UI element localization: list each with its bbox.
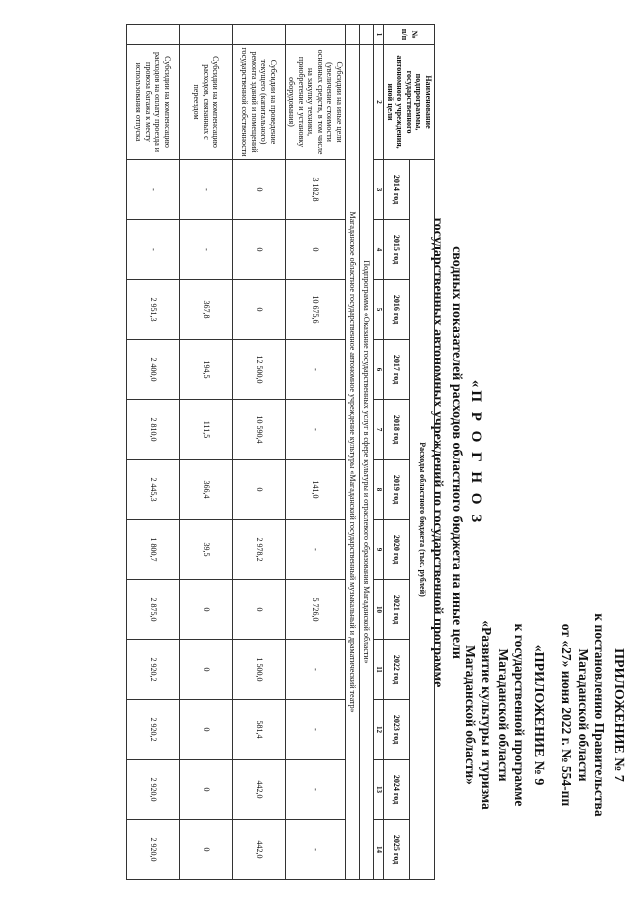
value-cell: - xyxy=(286,400,346,460)
approval-line: Магаданской области» xyxy=(463,645,478,785)
subprogram-row xyxy=(360,25,374,880)
approval-stamp xyxy=(462,565,627,865)
value-cell: - xyxy=(286,340,346,400)
column-number: 7 xyxy=(374,400,385,460)
institution-row xyxy=(346,25,360,880)
table-row xyxy=(286,25,346,880)
value-cell: 111,5 xyxy=(180,400,233,460)
value-cell: - xyxy=(286,820,346,880)
table-row xyxy=(233,25,286,880)
value-cell: - xyxy=(127,220,180,280)
year-header: 2015 год xyxy=(384,220,409,280)
value-cell: 2 875,0 xyxy=(127,580,180,640)
value-cell: 442,0 xyxy=(233,820,286,880)
column-number: 14 xyxy=(374,820,385,880)
approval-line: «Развитие культуры и туризма xyxy=(479,620,495,810)
value-cell: 194,5 xyxy=(180,340,233,400)
value-cell: 2 920,2 xyxy=(127,640,180,700)
column-number: 8 xyxy=(374,460,385,520)
value-cell: 5 726,0 xyxy=(286,580,346,640)
year-header: 2020 год xyxy=(384,520,409,580)
row-name: Субсидии на проведение текущего (капитального) ремонта зданий и помещений государственной собственности xyxy=(233,45,286,160)
document-heading xyxy=(429,40,484,865)
header-name: Наименование подпрограммы, государственного автономного учреждения, иной цели xyxy=(384,45,435,160)
value-cell: 2 445,3 xyxy=(127,460,180,520)
value-cell: 39,5 xyxy=(180,520,233,580)
value-cell: - xyxy=(286,640,346,700)
value-cell: 2 920,2 xyxy=(127,700,180,760)
value-cell: 10 675,6 xyxy=(286,280,346,340)
value-cell: 1 500,0 xyxy=(233,640,286,700)
subprogram-title: Подпрограмма «Оказание государственных услуг в сфере культуры и отраслевого образования Магаданской области» xyxy=(360,45,374,880)
institution-title: Магаданское областное государственное автономное учреждение культуры «Магаданский государственный музыкальный и драматический театр» xyxy=(346,45,360,880)
column-number: 9 xyxy=(374,520,385,580)
header-num: № п/п xyxy=(384,25,435,45)
value-cell: 2 951,3 xyxy=(127,280,180,340)
year-header: 2018 год xyxy=(384,400,409,460)
column-number: 13 xyxy=(374,760,385,820)
year-header: 2024 год xyxy=(384,760,409,820)
value-cell: 0 xyxy=(233,220,286,280)
value-cell: 12 500,0 xyxy=(233,340,286,400)
value-cell: 0 xyxy=(233,580,286,640)
table-row xyxy=(180,25,233,880)
value-cell: 0 xyxy=(180,700,233,760)
value-cell: 2 920,0 xyxy=(127,820,180,880)
row-name: Субсидии на компенсацию расходов, связанных с переездом xyxy=(180,45,233,160)
value-cell: 2 400,0 xyxy=(127,340,180,400)
value-cell: 10 590,4 xyxy=(233,400,286,460)
value-cell: 0 xyxy=(180,580,233,640)
value-cell: 0 xyxy=(180,640,233,700)
column-number: 12 xyxy=(374,700,385,760)
approval-line: к государственной программе xyxy=(512,623,528,807)
year-header: 2022 год xyxy=(384,640,409,700)
approval-line: ПРИЛОЖЕНИЕ № 7 xyxy=(611,648,626,782)
value-cell: 367,8 xyxy=(180,280,233,340)
column-number: 10 xyxy=(374,580,385,640)
year-header: 2023 год xyxy=(384,700,409,760)
document-subtitle-1: сводных показателей расходов областного бюджета на иные цели xyxy=(449,246,464,659)
column-number: 11 xyxy=(374,640,385,700)
row-name: Субсидии на компенсацию расходов на оплату проезда и провоза багажа к месту использования отпуска xyxy=(127,45,180,160)
value-cell: - xyxy=(286,700,346,760)
value-cell: 0 xyxy=(233,160,286,220)
document-title: «П Р О Г Н О З xyxy=(468,379,484,526)
header-expenses: Расходы областного бюджета (тыс. рублей) xyxy=(409,160,434,880)
value-cell: 3 182,8 xyxy=(286,160,346,220)
value-cell: 0 xyxy=(233,280,286,340)
value-cell: 0 xyxy=(180,820,233,880)
row-name: Субсидии на иные цели (увеличение стоимости основных средств, в том числе на закупку техники, приобретение и установку оборудования) xyxy=(286,45,346,160)
column-number-row xyxy=(374,25,385,880)
value-cell: 0 xyxy=(286,220,346,280)
value-cell: 2 978,2 xyxy=(233,520,286,580)
year-header: 2017 год xyxy=(384,340,409,400)
approval-line: от «27» июня 2022 г. № 554-пп xyxy=(559,623,575,807)
column-number: 1 xyxy=(374,25,385,45)
value-cell: 141,0 xyxy=(286,460,346,520)
value-cell: 0 xyxy=(233,460,286,520)
value-cell: 1 800,7 xyxy=(127,520,180,580)
year-header: 2019 год xyxy=(384,460,409,520)
column-number: 5 xyxy=(374,280,385,340)
value-cell: 2 920,0 xyxy=(127,760,180,820)
year-header: 2021 год xyxy=(384,580,409,640)
value-cell: - xyxy=(180,220,233,280)
column-number: 4 xyxy=(374,220,385,280)
value-cell: 581,4 xyxy=(233,700,286,760)
approval-line: Магаданской области xyxy=(496,648,511,782)
value-cell: - xyxy=(286,760,346,820)
column-number: 6 xyxy=(374,340,385,400)
value-cell: 0 xyxy=(180,760,233,820)
table-row xyxy=(127,25,180,880)
value-cell: 366,4 xyxy=(180,460,233,520)
value-cell: 2 810,0 xyxy=(127,400,180,460)
value-cell: - xyxy=(127,160,180,220)
column-number: 3 xyxy=(374,160,385,220)
approval-line: к постановлению Правительства xyxy=(592,613,608,817)
year-header: 2014 год xyxy=(384,160,409,220)
column-number: 2 xyxy=(374,45,385,160)
value-cell: 442,0 xyxy=(233,760,286,820)
header-row xyxy=(409,25,434,880)
year-header: 2025 год xyxy=(384,820,409,880)
value-cell: - xyxy=(286,520,346,580)
value-cell: - xyxy=(180,160,233,220)
approval-line: Магаданской области xyxy=(576,648,591,782)
forecast-table xyxy=(126,24,435,880)
year-header: 2016 год xyxy=(384,280,409,340)
approval-line: «ПРИЛОЖЕНИЕ № 9 xyxy=(531,644,546,786)
document-subtitle-2: государственных автономных учреждений по государственной программе xyxy=(430,217,445,688)
